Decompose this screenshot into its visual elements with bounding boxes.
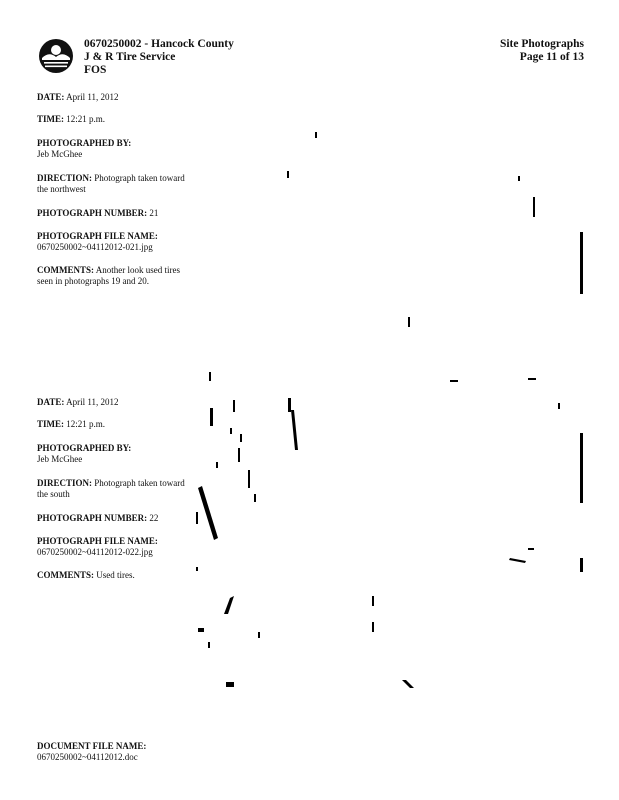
time-label: TIME:: [37, 419, 64, 429]
date-field: [37, 397, 197, 408]
direction-field: [37, 478, 187, 500]
header-page-info: [500, 38, 584, 64]
comments-label: COMMENTS:: [37, 570, 94, 580]
photo-number-field: [37, 208, 197, 219]
direction-label: DIRECTION:: [37, 173, 93, 183]
facility-name: J & R Tire Service: [84, 51, 176, 63]
page-number: Page 11 of 13: [519, 51, 584, 63]
date-field: [37, 92, 197, 103]
header-site-info: [84, 38, 234, 77]
date-value: April 11, 2012: [66, 92, 119, 102]
direction-field: [37, 173, 187, 195]
document-file-name: [37, 741, 146, 763]
comments-field: [37, 570, 187, 581]
photo-number-label: PHOTOGRAPH NUMBER:: [37, 513, 148, 523]
photographer-field: [37, 443, 197, 465]
photo-number-value: 22: [149, 513, 159, 523]
photo-number-label: PHOTOGRAPH NUMBER:: [37, 208, 148, 218]
time-value: 12:21 p.m.: [66, 114, 106, 124]
date-label: DATE:: [37, 397, 65, 407]
time-value: 12:21 p.m.: [66, 419, 106, 429]
file-name-label: PHOTOGRAPH FILE NAME:: [37, 536, 158, 546]
direction-value: Photograph taken toward the south: [37, 478, 185, 499]
time-label: TIME:: [37, 114, 64, 124]
photographer-value: Jeb McGhee: [37, 454, 83, 464]
date-label: DATE:: [37, 92, 65, 102]
document-file-value: 0670250002~04112012.doc: [37, 752, 138, 762]
site-photograph-21: [188, 90, 588, 390]
photo-info-21: [37, 92, 197, 302]
photographer-label: PHOTOGRAPHED BY:: [37, 138, 132, 148]
photographer-field: [37, 138, 197, 160]
photo-info-22: [37, 397, 197, 597]
site-id: 0670250002 - Hancock County: [84, 38, 234, 50]
photo-number-field: [37, 513, 197, 524]
comments-field: [37, 265, 187, 287]
comments-value: Used tires.: [96, 570, 135, 580]
date-value: April 11, 2012: [66, 397, 119, 407]
comments-value: Another look used tires seen in photographs 19 and 20.: [37, 265, 180, 286]
site-photograph-22: [188, 370, 588, 670]
agency-logo: [38, 38, 74, 74]
direction-label: DIRECTION:: [37, 478, 93, 488]
direction-value: Photograph taken toward the northwest: [37, 173, 185, 194]
photographer-label: PHOTOGRAPHED BY:: [37, 443, 132, 453]
time-field: [37, 419, 197, 430]
time-field: [37, 114, 197, 125]
comments-label: COMMENTS:: [37, 265, 94, 275]
office-code: FOS: [84, 64, 107, 76]
document-file-label: DOCUMENT FILE NAME:: [37, 741, 147, 751]
file-name-value: 0670250002~04112012-022.jpg: [37, 547, 153, 557]
photographer-value: Jeb McGhee: [37, 149, 83, 159]
file-name-value: 0670250002~04112012-021.jpg: [37, 242, 153, 252]
photo-number-value: 21: [149, 208, 159, 218]
section-title: Site Photographs: [499, 38, 584, 50]
file-name-label: PHOTOGRAPH FILE NAME:: [37, 231, 158, 241]
